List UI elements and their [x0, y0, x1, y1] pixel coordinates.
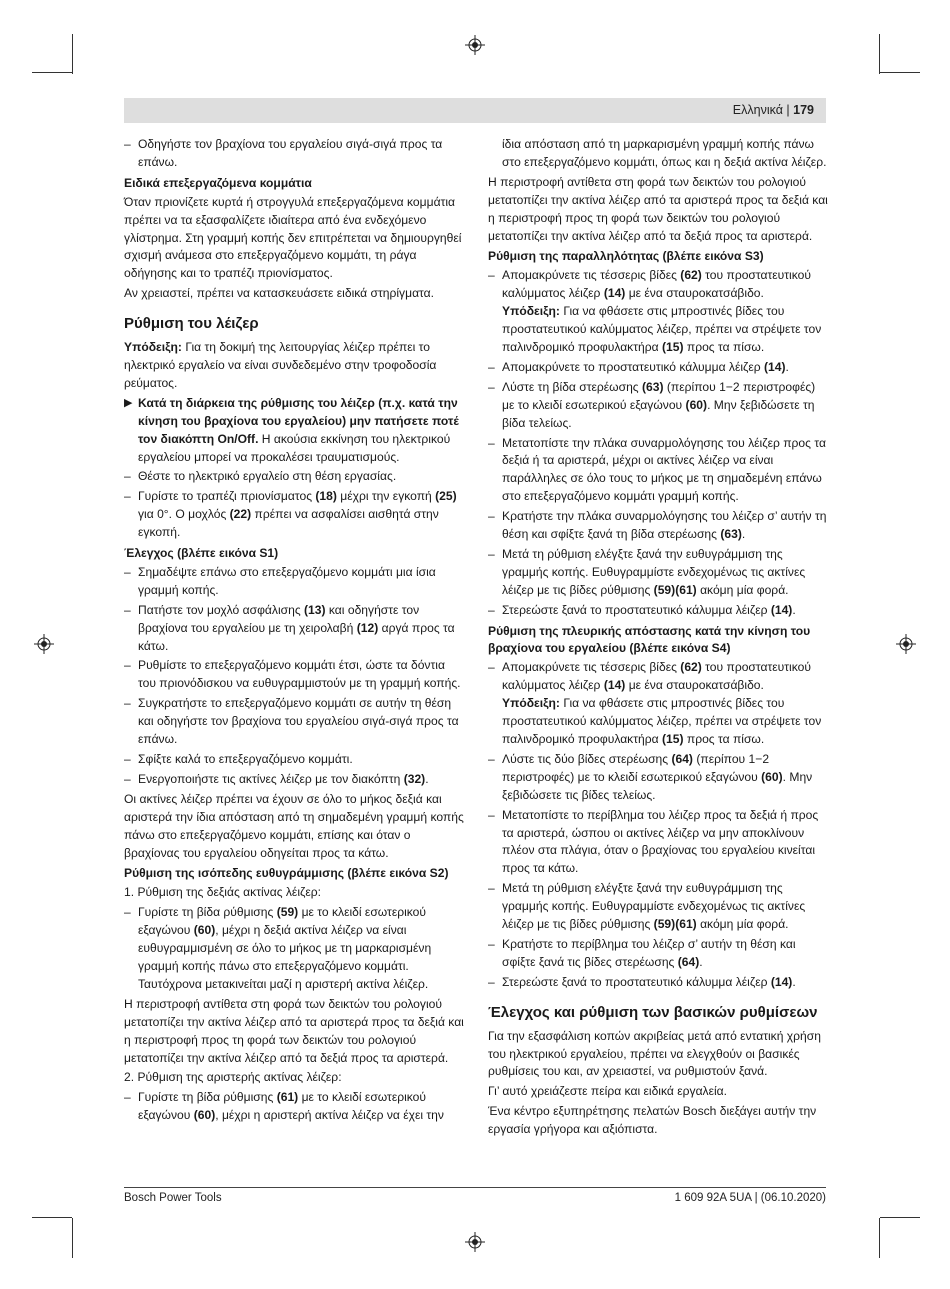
dash-marker: – [488, 660, 495, 675]
list-item-text: Μετά τη ρύθμιση ελέγξτε ξανά την ευθυγράμμιση της γραμμής κοπής. Ευθυγραμμίστε ενδεχομένως τις ακτίνες λέιζερ με τις βίδες ρύθμισης (59)(61) ακόμη μία φορά. [502, 546, 806, 597]
list-item [488, 807, 830, 879]
dash-marker: – [488, 602, 495, 617]
subsection-heading: Έλεγχος (βλέπε εικόνα S1) [124, 546, 279, 561]
list-item-text: Ενεργοποιήστε τις ακτίνες λέιζερ με τον διακόπτη (32). [138, 771, 429, 786]
paragraph: 2. Ρύθμιση της αριστερής ακτίνας λέιζερ: [124, 1070, 342, 1085]
section-heading: Ρύθμιση του λέιζερ [124, 315, 259, 333]
crop-mark [72, 34, 73, 74]
list-item-text: Στερεώστε ξανά το προστατευτικό κάλυμμα λέιζερ (14). [502, 974, 796, 989]
dash-marker: – [488, 268, 495, 283]
paragraph: Ένα κέντρο εξυπηρέτησης πελατών Bosch διεξάγει αυτήν την εργασία γρήγορα και αξιόπιστα. [488, 1104, 817, 1137]
dash-marker: – [124, 137, 131, 151]
list-item-text: Μετά τη ρύθμιση ελέγξτε ξανά την ευθυγράμμιση της γραμμής κοπής. Ευθυγραμμίστε ενδεχομένως τις ακτίνες λέιζερ με τις βίδες ρύθμισης (59)(61) ακόμη μία φορά. [502, 881, 806, 932]
list-item-text: Γυρίστε τη βίδα ρύθμισης (59) με το κλειδί εσωτερικού εξαγώνου (60), μέχρι η δεξιά ακτίνα λέιζερ να είναι ευθυγραμμισμένη σε όλο το μήκος με τη μαρκαρισμένη γραμμή κοπής πάνω στο επεξεργαζόμενο κομμάτι. Ταυτόχρονα μετακινείται μαζί η αριστερή ακτίνα λέιζερ. [138, 905, 432, 991]
list-item-text: Στερεώστε ξανά το προστατευτικό κάλυμμα λέιζερ (14). [502, 602, 796, 617]
left-column [124, 136, 466, 1127]
footer-divider [124, 1187, 826, 1188]
list-item-text: Απομακρύνετε τις τέσσερις βίδες (62) του προστατευτικού καλύμματος λέιζερ (14) με ένα σταυροκατσάβιδο. Υπόδειξη: Για να φθάσετε στις μπροστινές βίδες του προστατευτικού καλύμματος λέιζερ, πρέπει να στρέψετε τον παλινδρομικό προφυλακτήρα (15) προς τα πίσω. [502, 660, 822, 746]
dash-marker: – [488, 974, 495, 989]
dash-marker: – [488, 881, 495, 896]
list-item-text: Κρατήστε το περίβλημα του λέιζερ σ’ αυτήν τη θέση και σφίξτε ξανά τις βίδες στερέωσης (64). [502, 936, 796, 969]
dash-marker: – [124, 469, 131, 484]
paragraph: Η περιστροφή αντίθετα στη φορά των δεικτών του ρολογιού μετατοπίζει την ακτίνα λέιζερ από τα αριστερά προς τα δεξιά και η περιστροφή προς τη φορά των δεικτών του ρολογιού μετατοπίζει την ακτίνα λέιζερ από τα δεξιά προς τα αριστερά. [124, 996, 464, 1065]
dash-marker: – [124, 696, 131, 711]
dash-marker: – [124, 1090, 131, 1105]
arrow-icon: ▶ [124, 396, 133, 409]
dash-marker: – [124, 658, 131, 673]
list-item [488, 751, 830, 805]
list-item [124, 488, 466, 542]
list-item [124, 602, 466, 656]
list-item-text: Πατήστε τον μοχλό ασφάλισης (13) και οδηγήστε τον βραχίονα του εργαλείου με τη χειρολαβή (12) αργά προς τα κάτω. [138, 602, 455, 653]
right-column [488, 136, 830, 1141]
subsection-heading: Ρύθμιση της ισόπεδης ευθυγράμμισης (βλέπε εικόνα S2) [124, 866, 449, 881]
list-item-text: Οδηγήστε τον βραχίονα του εργαλείου σιγά-σιγά προς τα επάνω. [138, 137, 443, 169]
registration-mark-icon [465, 1232, 485, 1252]
warning-item [124, 395, 466, 467]
list-item [488, 880, 830, 934]
dash-marker: – [124, 771, 131, 786]
paragraph: Γι’ αυτό χρειάζεστε πείρα και ειδικά εργαλεία. [488, 1084, 728, 1099]
registration-mark-icon [896, 634, 916, 654]
paragraph: Όταν πριονίζετε κυρτά ή στρογγυλά επεξεργαζόμενα κομμάτια πρέπει να τα εξασφαλίζετε ιδιαίτερα από ένα ενδεχόμενο γλίστρημα. Στη γραμμή κοπής δεν επιτρέπεται να δημιουργηθεί σχισμή ανάμεσα στο επεξεργαζόμενο κομμάτι, τη ράγα οδήγησης και το τραπέζι πριονίσματος. [124, 194, 462, 281]
dash-marker: – [124, 905, 131, 920]
list-item [488, 546, 830, 600]
list-item [488, 267, 830, 357]
paragraph: Η περιστροφή αντίθετα στη φορά των δεικτών του ρολογιού μετατοπίζει την ακτίνα λέιζερ από τα αριστερά προς τα δεξιά και η περιστροφή προς τη φορά των δεικτών του ρολογιού μετατοπίζει την ακτίνα λέιζερ από τα δεξιά προς τα αριστερά. [488, 174, 828, 243]
list-item-text: Σημαδέψτε επάνω στο επεξεργαζόμενο κομμάτι μια ίσια γραμμή κοπής. [138, 564, 436, 597]
list-item [124, 751, 466, 769]
list-item [124, 695, 466, 749]
dash-marker: – [488, 379, 495, 394]
dash-marker: – [488, 435, 495, 450]
list-item [488, 936, 830, 972]
list-item [124, 136, 466, 172]
list-item [124, 468, 466, 486]
section-heading: Έλεγχος και ρύθμιση των βασικών ρυθμίσεων [488, 1003, 818, 1021]
footer-brand: Bosch Power Tools [124, 1192, 222, 1204]
list-item [124, 904, 466, 994]
list-item [488, 359, 830, 377]
list-item-text: Μετατοπίστε την πλάκα συναρμολόγησης του λέιζερ προς τα δεξιά ή τα αριστερά, μέχρι οι ακτίνες λέιζερ να είναι παράλληλες σε όλο τους το μήκος με τη σημαδεμένη επάνω στο επεξεργαζόμενο κομμάτι γραμμή κοπής. [502, 435, 826, 504]
list-item [488, 602, 830, 620]
dash-marker: – [124, 489, 131, 504]
registration-mark-icon [34, 634, 54, 654]
dash-marker: – [488, 509, 495, 524]
list-item [488, 508, 830, 544]
dash-marker: – [488, 751, 495, 766]
paragraph: ίδια απόσταση από τη μαρκαρισμένη γραμμή κοπής πάνω στο επεξεργαζόμενο κομμάτι, όπως και η δεξιά ακτίνα λέιζερ. [502, 137, 827, 169]
dash-marker: – [488, 546, 495, 561]
crop-mark [880, 72, 920, 73]
list-item-text: Λύστε τη βίδα στερέωσης (63) (περίπου 1−2 περιστροφές) με το κλειδί εσωτερικού εξαγώνου (60). Μην ξεβιδώσετε τη βίδα τελείως. [502, 379, 816, 430]
list-item-text: Απομακρύνετε το προστατευτικό κάλυμμα λέιζερ (14). [502, 359, 789, 374]
subsection-heading: Ειδικά επεξεργαζόμενα κομμάτια [124, 175, 312, 190]
list-item-text: Σφίξτε καλά το επεξεργαζόμενο κομμάτι. [138, 752, 353, 766]
list-item-text: Ρυθμίστε το επεξεργαζόμενο κομμάτι έτσι, ώστε τα δόντια του πριονόδισκου να ευθυγραμμιστούν με τη γραμμή κοπής. [138, 658, 461, 691]
footer-doc-id: 1 609 92A 5UA | (06.10.2020) [674, 1192, 826, 1204]
dash-marker: – [124, 752, 131, 766]
list-item [488, 974, 830, 992]
list-item [124, 771, 466, 789]
list-item [124, 657, 466, 693]
list-item-text: Απομακρύνετε τις τέσσερις βίδες (62) του προστατευτικού καλύμματος λέιζερ (14) με ένα σταυροκατσάβιδο. Υπόδειξη: Για να φθάσετε στις μπροστινές βίδες του προστατευτικού καλύμματος λέιζερ, πρέπει να στρέψετε τον παλινδρομικό προφυλακτήρα (15) προς τα πίσω. [502, 268, 822, 354]
header-language: Ελληνικά [732, 103, 783, 117]
list-item-text: Κατά τη διάρκεια της ρύθμισης του λέιζερ (π.χ. κατά την κίνηση του βραχίονα του εργαλείου) μην πατήσετε ποτέ τον διακόπτη On/Off. Η ακούσια εκκίνηση του ηλεκτρικού εργαλείου μπορεί να προκαλέσει τραυματισμούς. [138, 395, 459, 464]
crop-mark [32, 1217, 72, 1218]
page-number: 179 [793, 103, 814, 117]
registration-mark-icon [465, 35, 485, 55]
paragraph: Αν χρειαστεί, πρέπει να κατασκευάσετε ειδικά στηρίγματα. [124, 286, 435, 301]
crop-mark [32, 72, 72, 73]
paragraph: Οι ακτίνες λέιζερ πρέπει να έχουν σε όλο το μήκος δεξιά και αριστερά την ίδια απόσταση από τη σημαδεμένη γραμμή κοπής πάνω στο επεξεργαζόμενο κομμάτι, επίσης και όταν ο βραχίονας του εργαλείου οδηγείται προς τα κάτω. [124, 791, 464, 860]
dash-marker: – [488, 807, 495, 822]
paragraph: Για την εξασφάλιση κοπών ακριβείας μετά από εντατική χρήση του ηλεκτρικού εργαλείου, πρέπει να ελεγχθούν οι βασικές ρυθμίσεις του και, αν χρειαστεί, να ρυθμιστούν ξανά. [488, 1028, 821, 1079]
list-item [124, 564, 466, 600]
list-item-text: Γυρίστε το τραπέζι πριονίσματος (18) μέχρι την εγκοπή (25) για 0°. Ο μοχλός (22) πρέπει να ασφαλίσει αισθητά στην εγκοπή. [138, 489, 457, 540]
paragraph: 1. Ρύθμιση της δεξιάς ακτίνας λέιζερ: [124, 885, 321, 900]
list-item-text: Μετατοπίστε το περίβλημα του λέιζερ προς τα δεξιά ή προς τα αριστερά, ώσπου οι ακτίνες λέιζερ να μην αποκλίνουν πλέον στα πλάγια, όταν ο βραχίονας του εργαλείου κινείται προς τα κάτω. [502, 807, 819, 876]
list-item [488, 659, 830, 749]
paragraph: Υπόδειξη: Για τη δοκιμή της λειτουργίας λέιζερ πρέπει το ηλεκτρικό εργαλείο να είναι συνδεδεμένο στην τροφοδοσία ρεύματος. [124, 340, 437, 390]
list-item [488, 435, 830, 507]
dash-marker: – [124, 602, 131, 617]
dash-marker: – [124, 564, 131, 579]
list-item-text: Θέστε το ηλεκτρικό εργαλείο στη θέση εργασίας. [138, 469, 397, 484]
header-band [124, 98, 826, 123]
crop-mark [879, 34, 880, 74]
page-header [733, 103, 814, 117]
crop-mark [72, 1218, 73, 1258]
list-item-text: Συγκρατήστε το επεξεργαζόμενο κομμάτι σε αυτήν τη θέση και οδηγήστε τον βραχίονα του εργαλείου σιγά-σιγά προς τα επάνω. [138, 696, 459, 747]
subsection-heading: Ρύθμιση της πλευρικής απόστασης κατά την κίνηση του βραχίονα του εργαλείου (βλέπε εικόνα S4) [488, 623, 811, 656]
dash-marker: – [488, 936, 495, 951]
crop-mark [879, 1218, 880, 1258]
header-separator: | [782, 103, 794, 117]
subsection-heading: Ρύθμιση της παραλληλότητας (βλέπε εικόνα S3) [488, 249, 764, 264]
list-item-text: Κρατήστε την πλάκα συναρμολόγησης του λέιζερ σ’ αυτήν τη θέση και σφίξτε ξανά τη βίδα στερέωσης (63). [502, 509, 827, 542]
list-item-text: Γυρίστε τη βίδα ρύθμισης (61) με το κλειδί εσωτερικού εξαγώνου (60), μέχρι η αριστερή ακτίνα λέιζερ να έχει την [138, 1090, 444, 1123]
dash-marker: – [488, 359, 495, 374]
list-item [124, 1089, 466, 1125]
crop-mark [880, 1217, 920, 1218]
list-item [488, 379, 830, 433]
list-item-text: Λύστε τις δύο βίδες στερέωσης (64) (περίπου 1−2 περιστροφές) με το κλειδί εσωτερικού εξαγώνου (60). Μην ξεβιδώσετε τις βίδες τελείως. [502, 751, 813, 802]
